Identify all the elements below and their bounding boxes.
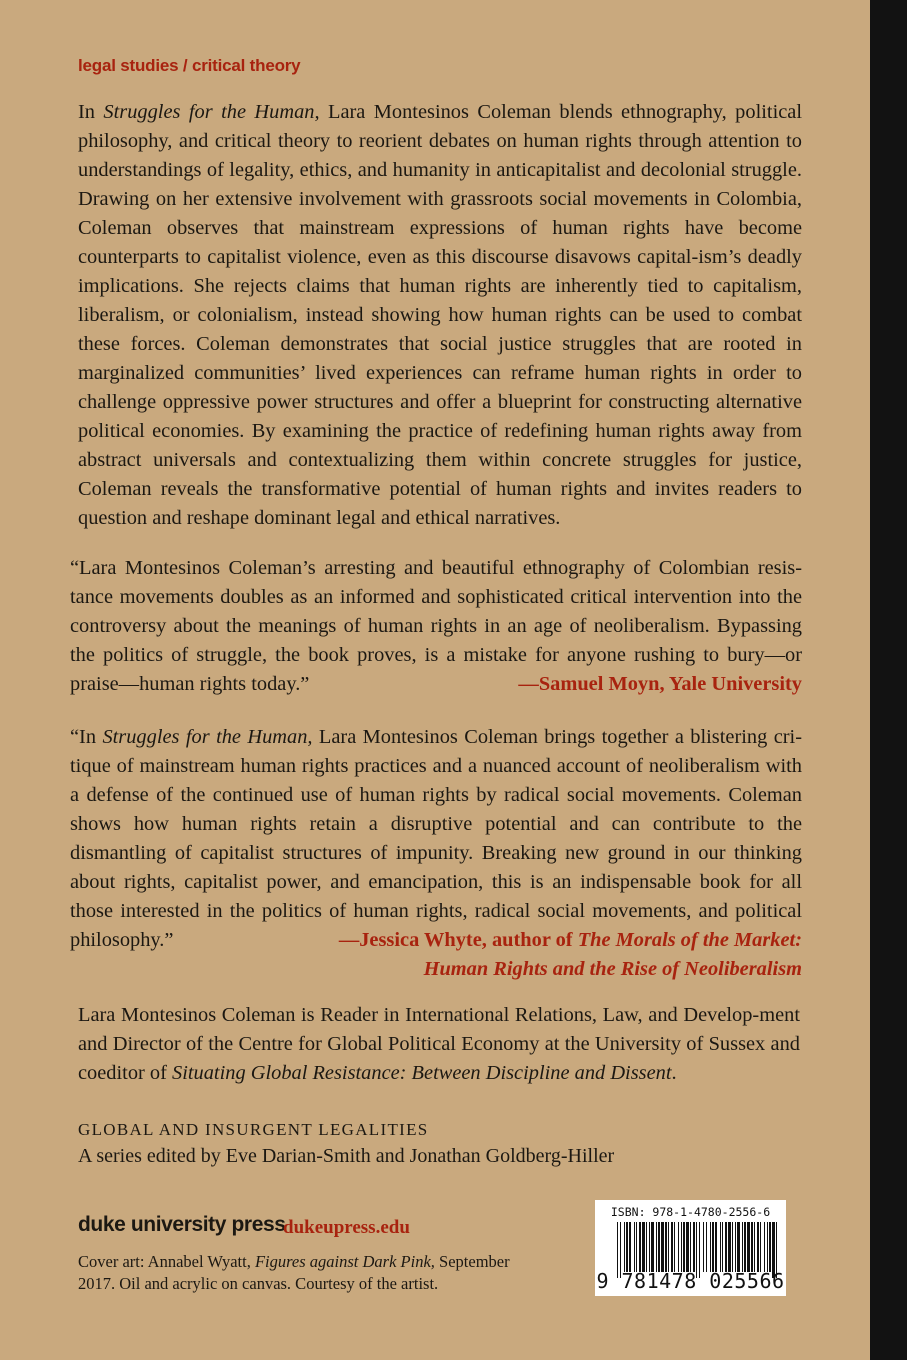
barcode-bar — [693, 1222, 695, 1272]
barcode-bar — [737, 1222, 740, 1272]
quote-2-title: Struggles for the Human, — [102, 726, 313, 748]
barcode-bar — [703, 1222, 704, 1272]
barcode-bar — [747, 1222, 750, 1272]
barcode-bar — [725, 1222, 727, 1272]
endorsement-quote-2 — [70, 723, 802, 984]
series-editors: A series edited by Eve Darian-Smith and Jonathan Goldberg-Hiller — [78, 1145, 615, 1167]
subject-category: legal studies / critical theory — [78, 56, 301, 75]
barcode-bar — [665, 1222, 667, 1272]
quote-1-attribution: —Samuel Moyn, Yale University — [518, 673, 802, 695]
barcode-bar — [624, 1222, 625, 1272]
barcode-bar — [634, 1222, 635, 1272]
barcode-bar — [649, 1222, 650, 1272]
quote-1-text: “Lara Montesinos Coleman’s arresting and beautiful ethnography of Colombian resis-tance movements doubles as an informed and sophisticated critical intervention into the controversy about the meanings of human rights in an age of neoliberalism. Bypassing the politics of struggle, the book proves, is a mistake for anyone rushing to bury—or praise—human rights today.” — [70, 557, 802, 695]
barcode-bar — [757, 1222, 759, 1272]
barcode-bar — [686, 1222, 689, 1272]
barcode-bar — [690, 1222, 691, 1272]
isbn-label: ISBN: 978-1-4780-2556-6 — [610, 1205, 771, 1219]
bio-text: Lara Montesinos Coleman is Reader in International Relations, Law, and Develop-ment and Director of the Centre for Global Political Economy at the University of Sussex and coeditor of — [78, 1004, 800, 1084]
barcode-bar — [722, 1222, 723, 1272]
quote-2-lead: “In — [70, 726, 103, 748]
barcode-bar — [706, 1222, 707, 1272]
barcode-bar — [629, 1222, 631, 1272]
book-description — [78, 98, 802, 533]
quote-2-attribution-prefix: —Jessica Whyte, author of — [338, 929, 578, 951]
barcode-bar — [681, 1222, 682, 1272]
credit-lead: Cover art: Annabel Wyatt, — [78, 1252, 255, 1271]
barcode-bar — [671, 1222, 673, 1272]
barcode-bar — [754, 1222, 755, 1272]
barcode-bar — [742, 1222, 743, 1272]
barcode-bar — [678, 1222, 679, 1272]
publisher-name: duke university press — [78, 1213, 286, 1236]
barcode-bar — [674, 1222, 675, 1272]
credit-rest: September 2017. Oil and acrylic on canvas. Courtesy of the artist. — [78, 1252, 510, 1293]
credit-work: Figures against Dark Pink, — [254, 1252, 435, 1271]
barcode-bar — [720, 1222, 721, 1272]
barcode-bar — [715, 1222, 717, 1272]
barcode-bar — [732, 1222, 733, 1272]
barcode-bar — [683, 1222, 685, 1272]
spine-edge — [870, 0, 907, 1360]
barcode-bar — [651, 1222, 654, 1272]
barcode-bar — [712, 1222, 714, 1272]
barcode-bar — [744, 1222, 746, 1272]
barcode-bar — [656, 1222, 657, 1272]
barcode-bar — [769, 1222, 771, 1272]
bio-book: Situating Global Resistance: Between Discipline and Dissent — [172, 1062, 672, 1084]
barcode-bar — [668, 1222, 669, 1272]
barcode-bar — [636, 1222, 637, 1272]
series-title: GLOBAL AND INSURGENT LEGALITIES — [78, 1120, 429, 1139]
barcode-bar — [764, 1222, 765, 1272]
description-body: Lara Montesinos Coleman blends ethnography, political philosophy, and critical theory to reorient debates on human rights through attention to understandings of legality, ethics, and humanity in anticapitalist and decolonial struggle. Drawing on her extensive involvement with grassroots social movements in Colombia, Coleman observes that mainstream expressions of human rights have become counterparts to capitalist violence, even as this discourse disavows capital-ism’s deadly implications. She rejects claims that human rights are inherently tied to capitalism, liberalism, or colonialism, instead showing how human rights can be used to combat these forces. Coleman demonstrates that social justice struggles that are rooted in marginalized communities’ lived experiences can reframe human rights in order to challenge oppressive power structures and offer a blueprint for constructing alternative political economies. By examining the practice of redefining human rights away from abstract universals and contextualizing them within concrete struggles for justice, Coleman reveals the transformative potential of human rights and invites readers to question and reshape dominant legal and ethical narratives. — [78, 101, 803, 529]
barcode-bar — [728, 1222, 731, 1272]
barcode-bar — [735, 1222, 736, 1272]
barcode-bar — [710, 1222, 711, 1272]
author-bio — [78, 1001, 800, 1088]
barcode-digits: 9 781478 025566 — [596, 1269, 785, 1293]
barcode-bar — [639, 1222, 641, 1272]
bio-end: . — [671, 1062, 677, 1084]
barcode-bar — [661, 1222, 664, 1272]
quote-2-attribution-book-line2: Human Rights and the Rise of Neoliberalism — [423, 958, 802, 980]
barcode-bar — [760, 1222, 761, 1272]
quote-2-attribution — [339, 926, 802, 955]
endorsement-quote-1 — [70, 554, 802, 699]
quote-2-attribution-line2 — [70, 955, 802, 984]
quote-2-attribution-book-line1: The Morals of the Market: — [577, 929, 802, 951]
barcode-bar — [767, 1222, 768, 1272]
cover-art-credit — [78, 1251, 548, 1295]
description-title: Struggles for the Human, — [103, 101, 320, 123]
publisher-url[interactable]: dukeupress.edu — [283, 1217, 410, 1238]
description-lead: In — [78, 101, 104, 123]
quote-2-text: Lara Montesinos Coleman brings together a blistering cri-tique of mainstream human rights practices and a nuanced account of neoliberalism with a defense of the continued use of human rights by radical social movements. Coleman shows how human rights retain a disruptive potential and can contribute to the dismantling of capitalist structures of impunity. Breaking new ground in our thinking about rights, capitalist power, and emancipation, this is an indispensable book for all those interested in the politics of human rights, radical social movements, and political philosophy.” — [70, 726, 802, 951]
barcode-bar — [642, 1222, 645, 1272]
barcode-bar — [751, 1222, 753, 1272]
barcode-bar — [658, 1222, 660, 1272]
barcode-bar — [626, 1222, 628, 1272]
isbn-barcode — [595, 1200, 786, 1296]
barcode-bar — [646, 1222, 647, 1272]
